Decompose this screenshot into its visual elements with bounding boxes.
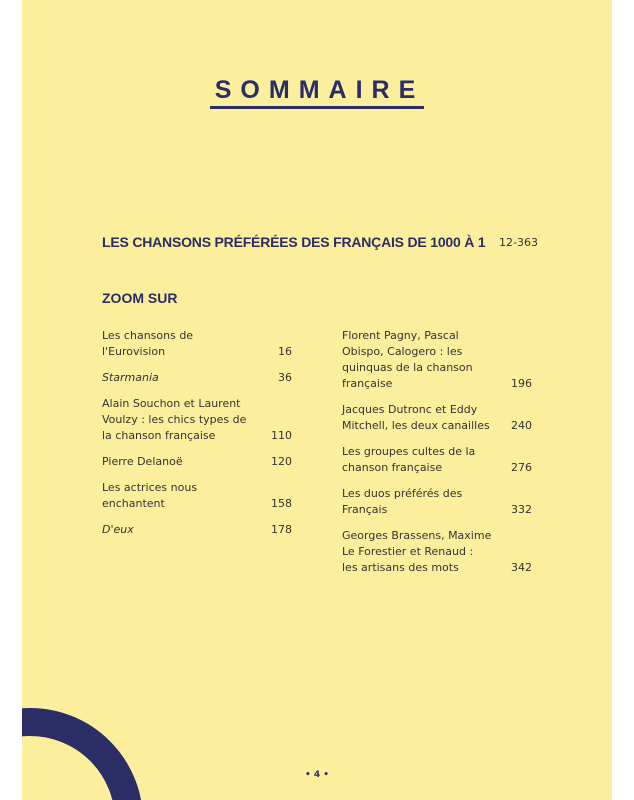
toc-entry — [102, 396, 292, 444]
page-title: SOMMAIRE — [22, 76, 612, 105]
toc-entry-page: 16 — [278, 345, 292, 358]
main-section-entry — [102, 234, 538, 254]
toc-entry — [102, 328, 292, 360]
toc-entry-title: Alain Souchon et Laurent Voulzy : les chics types de la chanson française — [102, 397, 247, 442]
toc-entry-title: Georges Brassens, Maxime Le Forestier et Renaud : les artisans des mots — [342, 529, 492, 574]
toc-left-column — [102, 328, 292, 548]
toc-entry-title: Florent Pagny, Pascal Obispo, Calogero : les quinquas de la chanson française — [342, 329, 473, 390]
page-number: • 4 • — [304, 770, 330, 780]
toc-entry — [102, 454, 292, 470]
toc-entry-page: 196 — [511, 377, 532, 390]
page — [22, 0, 612, 800]
toc-entry-page: 342 — [511, 561, 532, 574]
toc-entry-title: Pierre Delanoë — [102, 455, 183, 468]
toc-entry — [102, 370, 292, 386]
toc-entry-page: 158 — [271, 497, 292, 510]
toc-entry — [342, 328, 532, 392]
toc-entry-title: Les duos préférés des Français — [342, 487, 463, 516]
toc-entry — [102, 522, 292, 538]
toc-entry-page: 332 — [511, 503, 532, 516]
toc-entry-page: 110 — [271, 429, 292, 442]
toc-entry-title: Les groupes cultes de la chanson française — [342, 445, 476, 474]
toc-entry — [342, 528, 532, 576]
toc-entry — [342, 444, 532, 476]
toc-entry-title: Starmania — [102, 371, 159, 384]
decorative-arc — [22, 708, 143, 800]
toc-entry — [342, 486, 532, 518]
toc-entry-title: Les chansons de l'Eurovision — [102, 329, 194, 358]
main-section-pages: 12-363 — [499, 236, 538, 249]
toc-entry-page: 276 — [511, 461, 532, 474]
toc-entry-page: 178 — [271, 523, 292, 536]
toc-entry-title: D'eux — [102, 523, 134, 536]
toc-entry-page: 240 — [511, 419, 532, 432]
main-section-label: LES CHANSONS PRÉFÉRÉES DES FRANÇAIS DE 1000 À 1 — [102, 234, 486, 250]
toc-entry — [102, 480, 292, 512]
toc-entry-title: Les actrices nous enchantent — [102, 481, 198, 510]
toc-entry-title: Jacques Dutronc et Eddy Mitchell, les deux canailles — [342, 403, 490, 432]
toc-entry-page: 36 — [278, 371, 292, 384]
toc-entry-page: 120 — [271, 455, 292, 468]
toc-entry — [342, 402, 532, 434]
toc-right-column — [342, 328, 532, 586]
zoom-heading: ZOOM SUR — [102, 290, 178, 306]
